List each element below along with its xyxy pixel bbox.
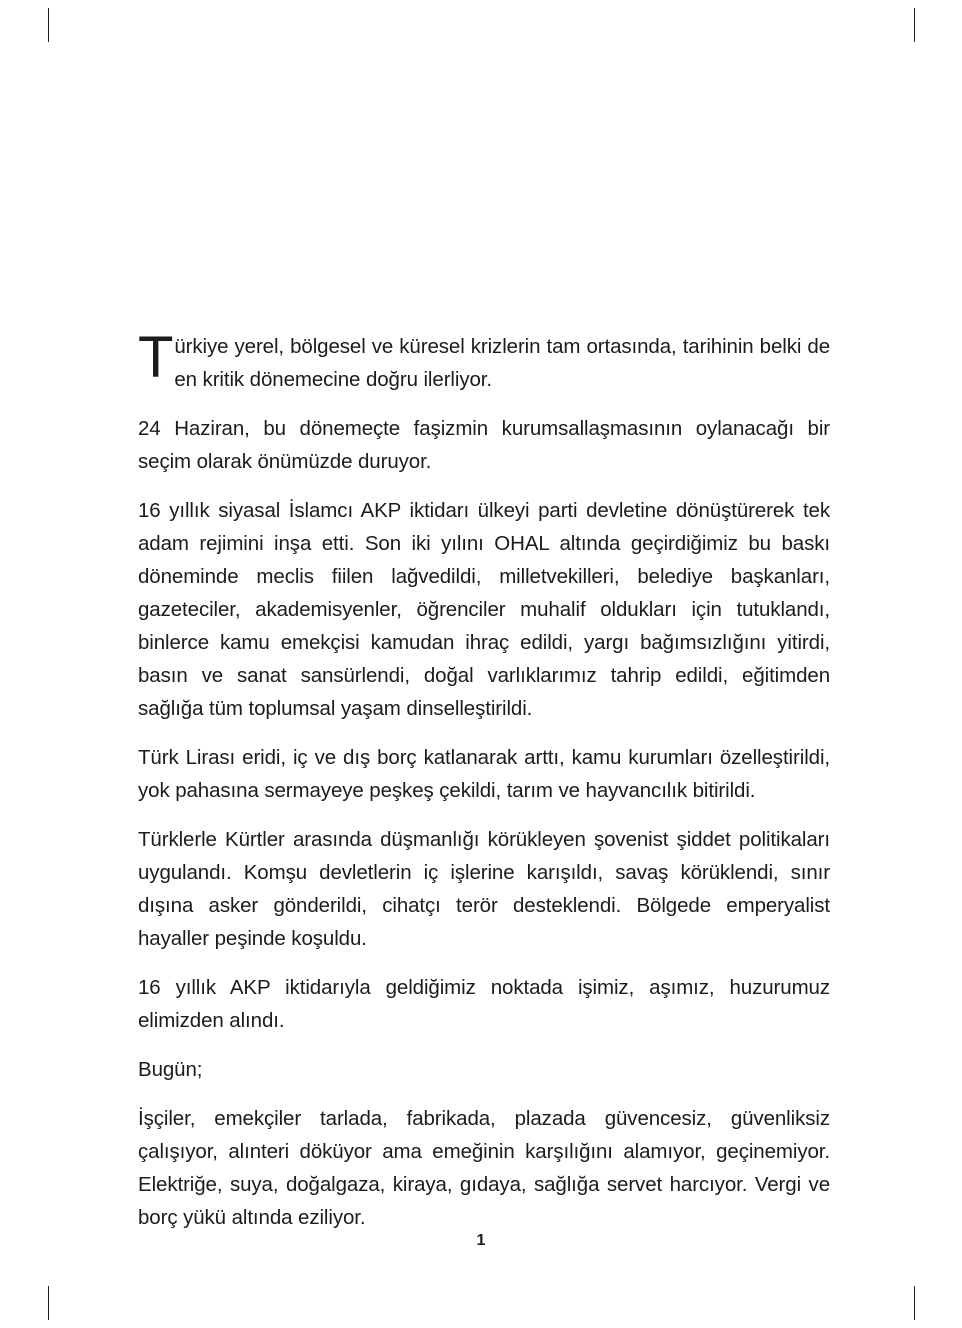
- crop-mark-top-left: [48, 8, 49, 42]
- crop-mark-bottom-left: [48, 1286, 49, 1320]
- body-text-column: [138, 325, 830, 1234]
- paragraph-workers: İşçiler, emekçiler tarlada, fabrikada, plazada güvencesiz, güvenliksiz çalışıyor, alınteri döküyor ama emeğinin karşılığını alamıyor, geçinemiyor. Elektriğe, suya, doğalgaza, kiraya, gıdaya, sağlığa servet harcıyor. Vergi ve borç yükü altında eziliyor.: [138, 1107, 830, 1229]
- drop-cap: T: [138, 325, 174, 390]
- paragraph-losses: 16 yıllık AKP iktidarıyla geldiğimiz noktada işimiz, aşımız, huzurumuz elimizden alındı.: [138, 976, 830, 1032]
- paragraph-intro-text: ürkiye yerel, bölgesel ve küresel krizlerin tam ortasında, tarihinin belki de en kritik dönemecine doğru ilerliyor.: [174, 335, 830, 391]
- page-number: 1: [476, 1232, 486, 1249]
- paragraph-foreign-policy: Türklerle Kürtler arasında düşmanlığı körükleyen şovenist şiddet politikaları uygulandı. Komşu devletlerin iç işlerine karışıldı, savaş körüklendi, sınır dışına asker gönderildi, cihatçı terör desteklendi. Bölgede emperyalist hayaller peşinde koşuldu.: [138, 828, 830, 950]
- paragraph-today: Bugün;: [138, 1058, 203, 1081]
- paragraph-economy: Türk Lirası eridi, iç ve dış borç katlanarak arttı, kamu kurumları özelleştirildi, yok pahasına sermayeye peşkeş çekildi, tarım ve hayvancılık bitirildi.: [138, 746, 830, 802]
- paragraph-akp-regime: 16 yıllık siyasal İslamcı AKP iktidarı ülkeyi parti devletine dönüştürerek tek adam rejimini inşa etti. Son iki yılını OHAL altında geçirdiğimiz bu baskı döneminde meclis fiilen lağvedildi, milletvekilleri, belediye başkanları, gazeteciler, akademisyenler, öğrenciler muhalif oldukları için tutuklandı, binlerce kamu emekçisi kamudan ihraç edildi, yargı bağımsızlığını yitirdi, basın ve sanat sansürlendi, doğal varlıklarımız tahrip edildi, eğitimden sağlığa tüm toplumsal yaşam dinselleştirildi.: [138, 499, 830, 720]
- paragraph-intro: [138, 325, 830, 396]
- paragraph-election: 24 Haziran, bu dönemeçte faşizmin kurumsallaşmasının oylanacağı bir seçim olarak önümüzde duruyor.: [138, 417, 830, 473]
- crop-mark-top-right: [914, 8, 915, 42]
- crop-mark-bottom-right: [914, 1286, 915, 1320]
